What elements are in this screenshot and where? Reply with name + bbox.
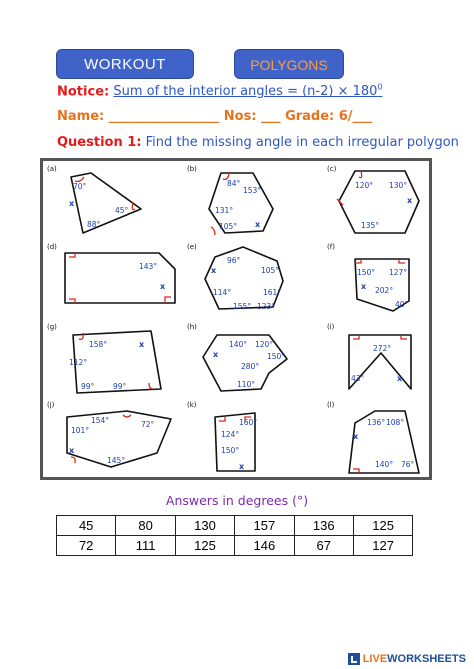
- angle-b-3: 131°: [215, 206, 234, 215]
- answer-cell[interactable]: 146: [235, 536, 294, 556]
- unknown-j: x: [69, 446, 75, 455]
- angle-j-1: 154°: [91, 416, 110, 425]
- liveworksheets-logo[interactable]: [348, 651, 466, 667]
- angle-f-3: 202°: [375, 286, 394, 295]
- polygons-figure: [43, 161, 429, 477]
- unknown-c: x: [407, 196, 413, 205]
- angle-g-1: 158°: [89, 340, 108, 349]
- angle-l-1: 136°: [367, 418, 386, 427]
- angle-h-4: 280°: [241, 362, 260, 371]
- answer-cell[interactable]: 127: [353, 536, 412, 556]
- angle-h-1: 140°: [229, 340, 248, 349]
- table-row: [57, 516, 413, 536]
- label-j: (j): [47, 401, 55, 409]
- angle-j-2: 72°: [141, 420, 155, 429]
- unknown-g: x: [139, 340, 145, 349]
- angle-a-2: 45°: [115, 206, 129, 215]
- angle-j-3: 101°: [71, 426, 90, 435]
- answer-cell[interactable]: 45: [57, 516, 116, 536]
- answer-cell[interactable]: 136: [294, 516, 353, 536]
- angle-k-3: 150°: [221, 446, 240, 455]
- polygons-button: POLYGONS: [234, 49, 344, 79]
- formula-text: Sum of the interior angles = (n-2) × 180: [113, 84, 378, 100]
- angle-h-3: 150°: [267, 352, 286, 361]
- label-a: (a): [47, 165, 57, 173]
- angle-a-1: 70°: [73, 182, 87, 191]
- answer-cell[interactable]: 130: [175, 516, 234, 536]
- angle-l-4: 76°: [401, 460, 415, 469]
- angle-c-1: 120°: [355, 181, 374, 190]
- angle-labels: [69, 179, 415, 471]
- answers-title: Answers in degrees (°): [165, 493, 309, 508]
- angle-e-1: 96°: [227, 256, 241, 265]
- angle-l-3: 140°: [375, 460, 394, 469]
- unknown-h: x: [213, 350, 219, 359]
- label-e: (e): [187, 243, 197, 251]
- angle-h-2: 120°: [255, 340, 274, 349]
- angle-k-1: 160°: [239, 418, 258, 427]
- label-d: (d): [47, 243, 57, 251]
- answer-cell[interactable]: 157: [235, 516, 294, 536]
- angle-g-4: 99°: [113, 382, 127, 391]
- label-c: (c): [327, 165, 337, 173]
- question-text: Find the missing angle in each irregular polygon: [145, 135, 459, 150]
- answer-cell[interactable]: 125: [175, 536, 234, 556]
- polygon-d: [65, 253, 175, 303]
- notice-line: [57, 83, 383, 99]
- polygon-e: [205, 247, 283, 309]
- angle-l-2: 108°: [386, 418, 405, 427]
- polygon-labels: [47, 165, 337, 409]
- unknown-l: x: [353, 432, 359, 441]
- angle-f-4: 40°: [395, 300, 409, 309]
- answer-cell[interactable]: 67: [294, 536, 353, 556]
- notice-formula: [113, 84, 382, 99]
- angle-g-3: 99°: [81, 382, 95, 391]
- unknown-e: x: [211, 266, 217, 275]
- angle-h-5: 110°: [237, 380, 256, 389]
- angle-b-2: 153°: [243, 186, 262, 195]
- angle-d-1: 143°: [139, 262, 158, 271]
- angle-g-2: 112°: [69, 358, 88, 367]
- answer-cell[interactable]: 111: [116, 536, 175, 556]
- unknown-d: x: [160, 282, 166, 291]
- angle-f-1: 150°: [357, 268, 376, 277]
- logo-live-text: LIVE: [362, 653, 388, 665]
- label-l: (l): [327, 401, 335, 409]
- label-g: (g): [47, 323, 57, 331]
- angle-b-1: 84°: [227, 179, 241, 188]
- angle-e-3: 114°: [213, 288, 232, 297]
- notice-label: Notice:: [57, 84, 110, 100]
- label-k: (k): [187, 401, 197, 409]
- question-label: Question 1:: [57, 135, 142, 150]
- answers-table: [56, 515, 413, 556]
- unknown-i: x: [397, 374, 403, 383]
- polygons-panel: [40, 158, 432, 480]
- angle-a-3: 88°: [87, 220, 101, 229]
- angle-e-6: 123°: [257, 302, 276, 311]
- angle-b-4: 105°: [219, 222, 238, 231]
- unknown-k: x: [239, 462, 245, 471]
- formula-superscript: 0: [377, 83, 383, 92]
- logo-worksheets-text: WORKSHEETS: [387, 653, 466, 665]
- workout-button: WORKOUT: [56, 49, 194, 79]
- angle-e-2: 105°: [261, 266, 280, 275]
- angle-f-2: 127°: [389, 268, 408, 277]
- label-f: (f): [327, 243, 335, 251]
- check-logo-icon: [348, 653, 360, 665]
- answer-cell[interactable]: 80: [116, 516, 175, 536]
- angle-i-2: 43°: [351, 374, 365, 383]
- angle-j-4: 145°: [107, 456, 126, 465]
- angle-e-4: 161°: [263, 288, 282, 297]
- unknown-f: x: [361, 282, 367, 291]
- answer-cell[interactable]: 125: [353, 516, 412, 536]
- label-h: (h): [187, 323, 197, 331]
- angle-c-3: 135°: [361, 221, 380, 230]
- question-line: [57, 135, 459, 150]
- angle-i-1: 272°: [373, 344, 392, 353]
- angle-e-5: 155°: [233, 302, 252, 311]
- angle-c-2: 130°: [389, 181, 408, 190]
- student-info-line: Name: _________________ Nos: ___ Grade: 6/___: [57, 109, 373, 124]
- angle-k-2: 124°: [221, 430, 240, 439]
- unknown-a: x: [69, 199, 75, 208]
- answer-cell[interactable]: 72: [57, 536, 116, 556]
- table-row: [57, 536, 413, 556]
- unknown-b: x: [255, 220, 261, 229]
- label-b: (b): [187, 165, 197, 173]
- label-i: (i): [327, 323, 335, 331]
